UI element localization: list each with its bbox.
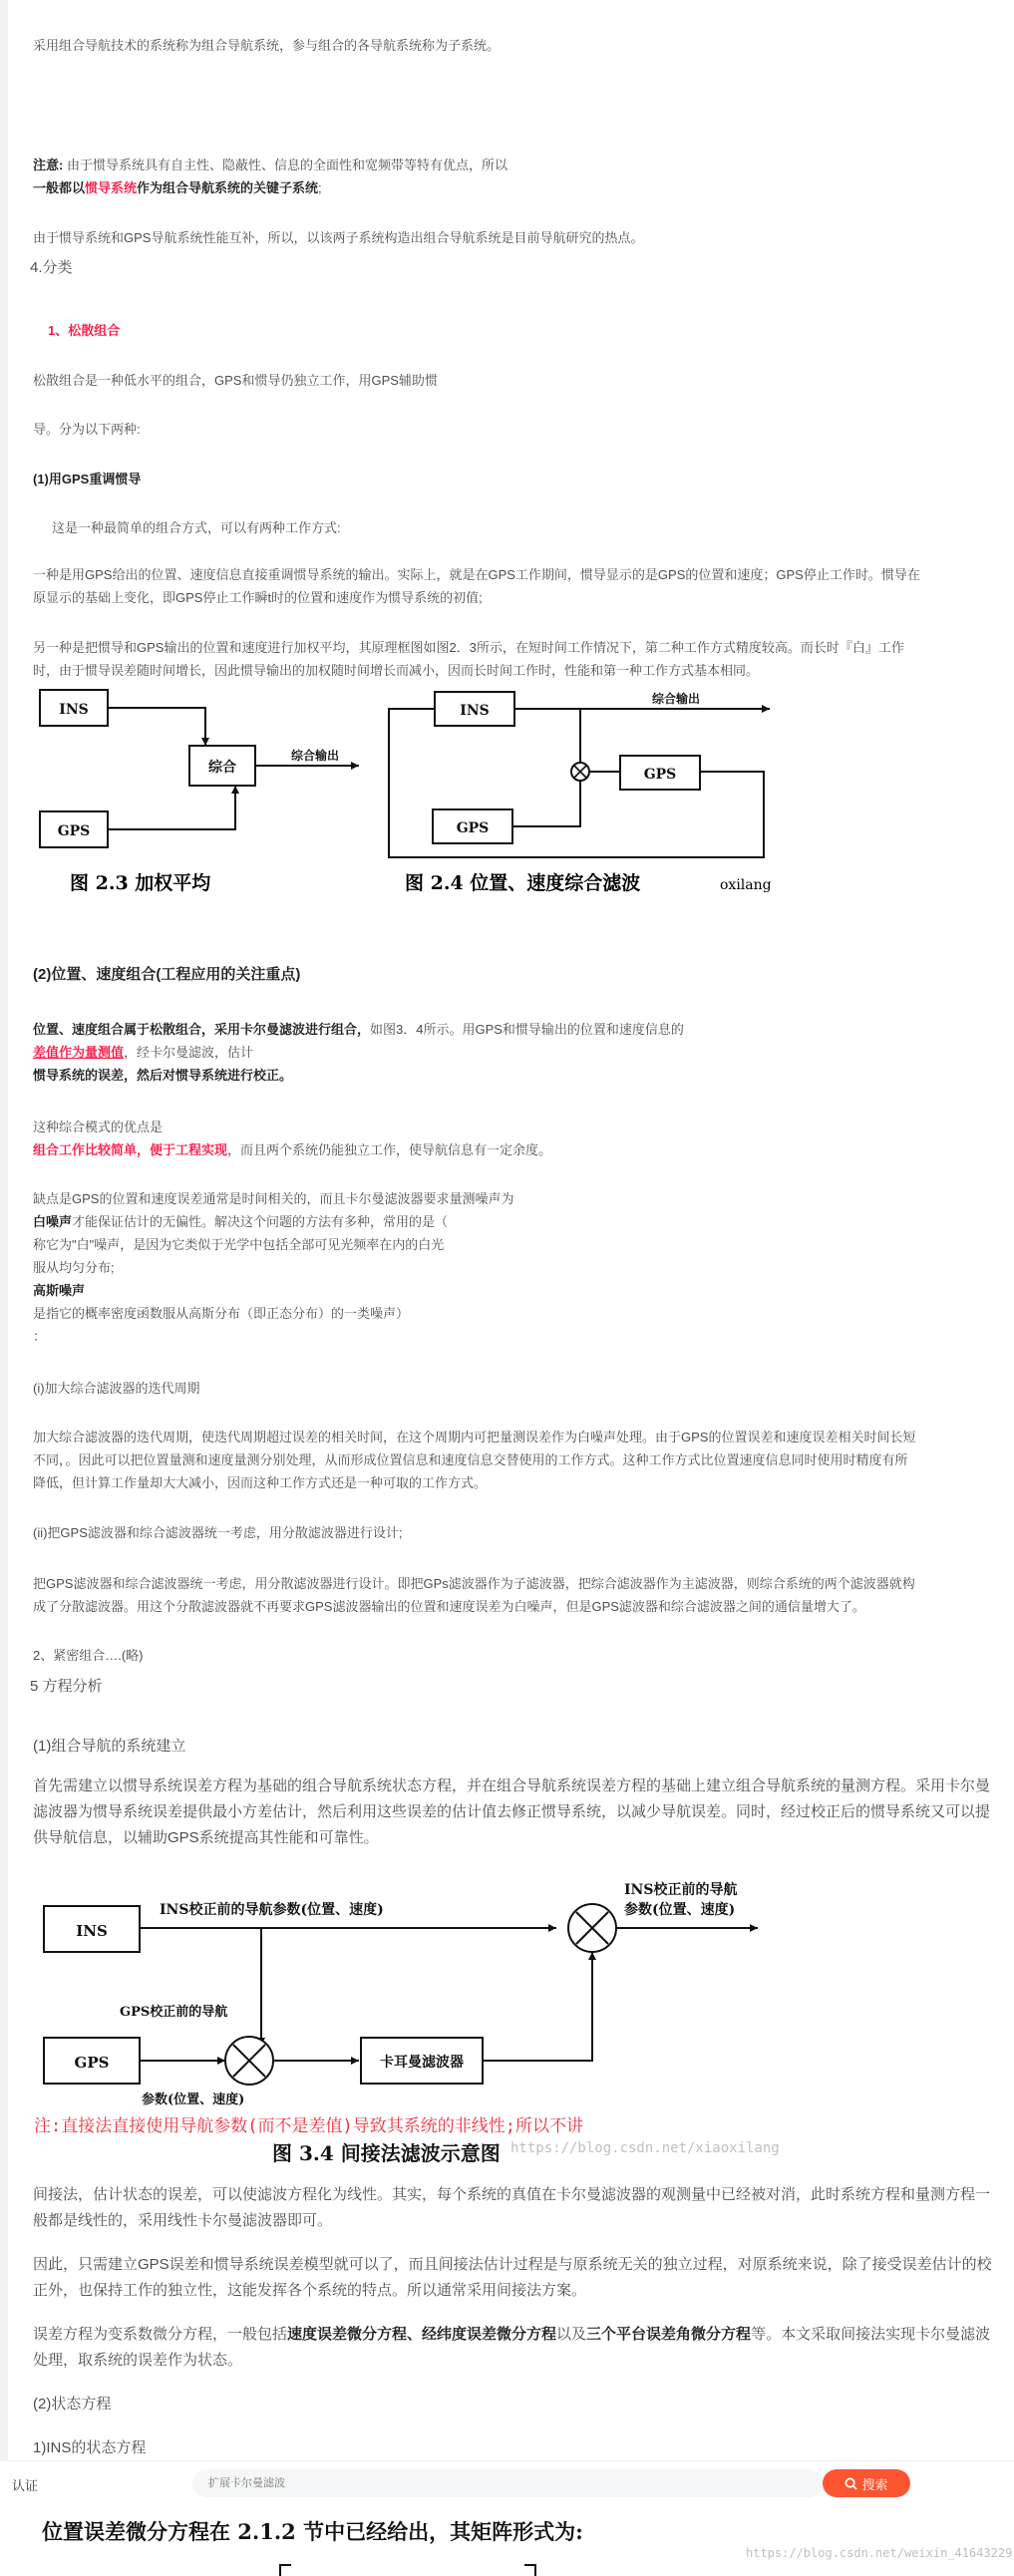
combo-label: 综合 bbox=[208, 760, 236, 776]
error-model-paragraph: 因此，只需建立GPS误差和惯导系统误差模型就可以了，而且间接法估计过程是与原系统无关的独立过程，对原系统来说，除了接受误差估计的校正外，也保持工作的独立性，这能发挥各个系统的特点。所以通常采用间接法方案。 bbox=[33, 2256, 992, 2299]
gps-reset-heading: (1)用GPS重调惯导 bbox=[33, 472, 142, 486]
eq-text-c: 以及 bbox=[556, 2326, 587, 2343]
note-bold: 一般都以 bbox=[33, 180, 86, 195]
loose-combination-title bbox=[48, 319, 120, 342]
eq-bold-1: 速度误差微分方程、经纬度误差微分方程 bbox=[287, 2326, 557, 2343]
auth-label[interactable]: 认证 bbox=[12, 2478, 39, 2493]
figure-2-3 bbox=[30, 684, 369, 916]
ins-pre-correction-label: INS校正前的导航参数(位置、速度) bbox=[160, 1902, 384, 1918]
figure-2-4-caption: 图 2.4 位置、速度综合滤波 bbox=[405, 872, 641, 894]
error-equation-paragraph bbox=[33, 2322, 992, 2374]
figure-2-4 bbox=[381, 684, 800, 916]
pv-text-2: ，经卡尔曼滤波，估计 bbox=[124, 1045, 254, 1060]
section-4-title: 4.分类 bbox=[30, 259, 73, 276]
note-bold-2: 作为组合导航系统的关键子系统 bbox=[137, 180, 319, 195]
intro-line: 采用组合导航技术的系统称为组合导航系统，参与组合的各导航系统称为子系统。 bbox=[33, 38, 501, 53]
method-ii-line-b: 成了分散滤波器。用这个分散滤波器就不再要求GPS滤波器输出的位置和速度误差为白噪声，但是GPS滤波器和综合滤波器之间的通信量增大了。 bbox=[33, 1599, 865, 1614]
eq-text-d: 等。本文采取间接法实现卡尔曼滤波处理，取系统的误差作为状态。 bbox=[33, 2326, 991, 2369]
method-i-line-a: 加大综合滤波器的迭代周期，使迭代周期超过误差的相关时间，在这个周期内可把量测误差作为白噪声处理。由于GPS的位置误差和速度误差相关时间长短 bbox=[33, 1430, 916, 1445]
gaussian-noise-term: 高斯噪声 bbox=[33, 1283, 86, 1298]
method-i-title: (i)加大综合滤波器的迭代周期 bbox=[33, 1381, 200, 1396]
disadvantage-2 bbox=[33, 1210, 448, 1233]
mode2-line-a: 另一种是把惯导和GPS输出的位置和速度进行加权平均，其原理框图如图2．3所示，在短时间工作情况下，第二种工作方式精度较高。而长时『白』工作 bbox=[33, 640, 904, 655]
pv-bold-2: 惯导系统的误差，然后对惯导系统进行校正。 bbox=[33, 1068, 293, 1083]
pv-paragraph bbox=[33, 1018, 684, 1087]
mode2-line-b: 时，由于惯导误差随时间增长，因此惯导输出的加权随时间增长而减小，因而长时间工作时，性能和第一种工作方式基本相同。 bbox=[33, 663, 760, 678]
tight-combination: 2、紧密组合….(略) bbox=[33, 1648, 144, 1663]
system-setup-heading: (1)组合导航的系统建立 bbox=[33, 1738, 186, 1755]
note-text: 由于惯导系统具有自主性、隐蔽性、信息的全面性和宽频带等特有优点，所以 bbox=[63, 158, 507, 172]
pv-text: 如图3．4所示。用GPS和惯导输出的位置和速度信息的 bbox=[370, 1022, 684, 1037]
state-equation-heading: (2)状态方程 bbox=[33, 2396, 112, 2413]
gps-reset-desc: 这是一种最简单的组合方式，可以有两种工作方式: bbox=[52, 520, 341, 535]
loose-desc-2: 导。分为以下两种: bbox=[33, 422, 141, 437]
ins-state-equation-heading: 1)INS的状态方程 bbox=[33, 2439, 147, 2456]
ins-label: INS bbox=[460, 703, 490, 719]
figure-2-3-caption: 图 2.3 加权平均 bbox=[70, 872, 211, 894]
white-noise-term: 白噪声 bbox=[33, 1214, 73, 1229]
matrix-bracket-right bbox=[524, 2564, 536, 2576]
gps-pre-correction-label-2: 参数(位置、速度) bbox=[142, 2093, 245, 2107]
advantage-highlight: 组合工作比较简单，便于工程实现 bbox=[33, 1142, 228, 1157]
pv-bold: 位置、速度组合属于松散组合，采用卡尔曼滤波进行组合， bbox=[33, 1022, 371, 1037]
disadvantage-3: 称它为"白"噪声，是因为它类似于光学中包括全部可见光频率在内的白光 bbox=[33, 1237, 445, 1252]
system-setup-paragraph: 首先需建立以惯导系统误差方程为基础的组合导航系统状态方程，并在组合导航系统误差方程的基础上建立组合导航系统的量测方程。采用卡尔曼滤波器为惯导系统误差提供最小方差估计，然后利用这些误差的估计值去修正惯导系统，以减少导航误差。同时，经过校正后的惯导系统又可以提供导航信息，以辅助GPS系统提高其性能和可靠性。 bbox=[33, 1777, 991, 1846]
method-i-line-b: 不同，。因此可以把位置量测和速度量测分别处理，从而形成位置信息和速度信息交替使用的工作方式。这种工作方式比位置速度信息同时使用时精度有所 bbox=[33, 1452, 908, 1467]
red-annotation: 注:直接法直接使用导航参数(而不是差值)导致其系统的非线性;所以不讲 bbox=[34, 2116, 583, 2136]
method-ii-line-a: 把GPS滤波器和综合滤波器统一考虑，用分散滤波器进行设计。即把GPs滤波器作为子滤波器，把综合滤波器作为主滤波器，则综合系统的两个滤波器就构 bbox=[33, 1576, 915, 1591]
search-button[interactable] bbox=[823, 2469, 910, 2497]
watermark: https://blog.csdn.net/xiaoxilang bbox=[510, 2140, 780, 2156]
mode1-line-a: 一种是用GPS给出的位置、速度信息直接重调惯导系统的输出。实际上，就是在GPS工作期间，惯导显示的是GPS的位置和速度；GPS停止工作时。惯导在 bbox=[33, 567, 920, 582]
gps-pre-correction-label-1: GPS校正前的导航 bbox=[120, 2005, 228, 2020]
eq-bold-2: 三个平台误差角微分方程 bbox=[586, 2326, 752, 2343]
section-5-title: 5 方程分析 bbox=[30, 1678, 103, 1695]
note-label: 注意: bbox=[33, 158, 64, 172]
complement-line: 由于惯导系统和GPS导航系统性能互补，所以，以该两子系统构造出组合导航系统是目前导航研究的热点。 bbox=[33, 230, 644, 245]
ins-label: INS bbox=[59, 702, 89, 718]
watermark-bottom: https://blog.csdn.net/weixin_41643229 bbox=[746, 2546, 1013, 2560]
loose-desc-1: 松散组合是一种低水平的组合，GPS和惯导仍独立工作，用GPS辅助惯 bbox=[33, 373, 438, 388]
matrix-bracket-left bbox=[279, 2564, 291, 2576]
disadvantage-7: ： bbox=[33, 1329, 47, 1344]
search-input[interactable] bbox=[192, 2469, 823, 2497]
disadvantage-6: 是指它的概率密度函数服从高斯分布（即正态分布）的一类噪声） bbox=[33, 1306, 410, 1321]
gps-label: GPS bbox=[74, 2054, 110, 2072]
disadvantage-1: 缺点是GPS的位置和速度误差通常是时间相关的，而且卡尔曼滤波器要求量测噪声为 bbox=[33, 1191, 514, 1206]
gps-filter-label: GPS bbox=[643, 767, 677, 783]
pv-highlight: 差值作为量测值 bbox=[33, 1045, 125, 1060]
search-icon bbox=[845, 2477, 857, 2490]
method-ii-title: (ii)把GPS滤波器和综合滤波器统一考虑，用分散滤波器进行设计; bbox=[33, 1525, 403, 1540]
ins-label: INS bbox=[76, 1922, 108, 1940]
loose-title-text: 1、松散组合 bbox=[48, 323, 121, 338]
advantage-line bbox=[33, 1138, 551, 1161]
advantage-title: 这种综合模式的优点是 bbox=[33, 1120, 164, 1134]
combo-output-label: 综合输出 bbox=[291, 749, 340, 763]
advantage-text: ，而且两个系统仍能独立工作，使导航信息有一定余度。 bbox=[227, 1142, 552, 1157]
disadvantage-4: 服从均匀分布; bbox=[33, 1260, 115, 1275]
figure-3-4-caption: 图 3.4 间接法滤波示意图 bbox=[272, 2141, 501, 2165]
note-highlight: 惯导系统 bbox=[85, 180, 138, 195]
formula-text: 位置误差微分方程在 2.1.2 节中已经给出，其矩阵形式为: bbox=[42, 2519, 583, 2544]
combo-output-label: 综合输出 bbox=[652, 692, 701, 706]
watermark: oxilang bbox=[720, 877, 772, 893]
position-velocity-heading: (2)位置、速度组合(工程应用的关注重点) bbox=[33, 966, 301, 983]
note-tail: ; bbox=[318, 180, 322, 195]
gps-label: GPS bbox=[456, 820, 490, 836]
mode1-line-b: 原显示的基础上变化，即GPS停止工作瞬t时的位置和速度作为惯导系统的初值; bbox=[33, 590, 483, 605]
note-paragraph bbox=[33, 154, 507, 199]
search-button-label: 搜索 bbox=[861, 2476, 888, 2492]
kalman-filter-label: 卡耳曼滤波器 bbox=[380, 2055, 464, 2071]
method-i-line-c: 降低，但计算工作量却大大减小，因而这种工作方式还是一种可取的工作方式。 bbox=[33, 1475, 488, 1490]
bottom-search-bar bbox=[0, 2460, 1014, 2505]
indirect-method-paragraph: 间接法，估计状态的误差，可以使滤波方程化为线性。其实，每个系统的真值在卡尔曼滤波器的观测量中已经被对消，此时系统方程和量测方程一般都是线性的，采用线性卡尔曼滤波器即可。 bbox=[33, 2186, 991, 2229]
disadvantage-2-text: 才能保证估计的无偏性。解决这个问题的方法有多种，常用的是（ bbox=[72, 1214, 449, 1229]
gps-label: GPS bbox=[57, 823, 91, 839]
ins-output-label-2: 参数(位置、速度) bbox=[624, 1902, 736, 1918]
left-margin-bar bbox=[0, 0, 8, 2462]
eq-text-a: 误差方程为变系数微分方程，一般包括 bbox=[33, 2326, 288, 2343]
ins-output-label-1: INS校正前的导航 bbox=[624, 1882, 738, 1898]
